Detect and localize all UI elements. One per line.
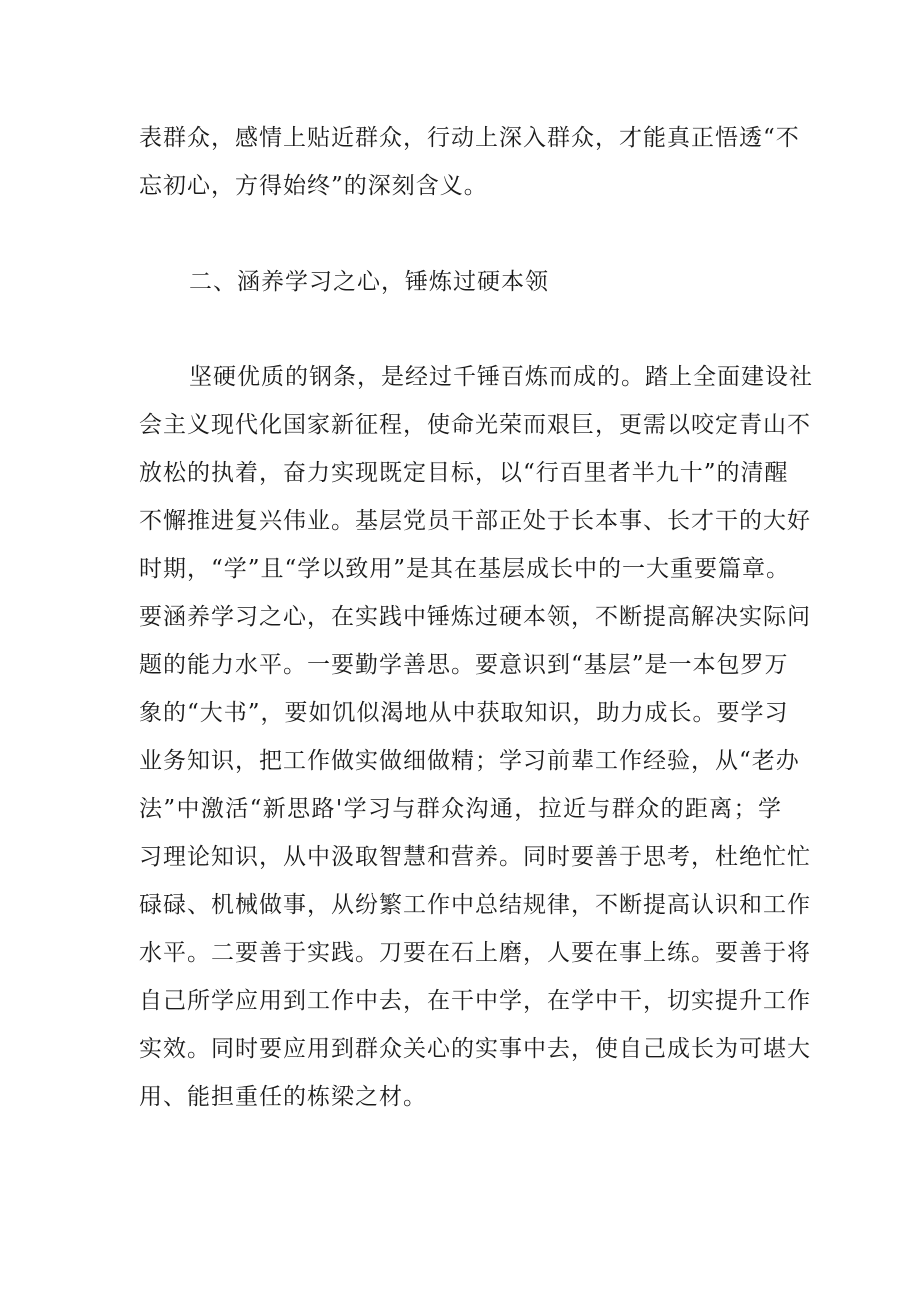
paragraph-2: [139, 353, 813, 1121]
paragraph-line: 自己所学应用到工作中去，在干中学，在学中干，切实提升工作: [139, 988, 811, 1014]
paragraph-line: 碌碌、机械做事，从纷繁工作中总结规律，不断提高认识和工作: [139, 892, 811, 918]
paragraph-line: 表群众，感情上贴近群众，行动上深入群众，才能真正悟透“不: [139, 125, 800, 151]
paragraph-line: 题的能力水平。一要勤学善思。要意识到“基层”是一本包罗万: [139, 652, 789, 678]
paragraph-line: 用、能担重任的栋梁之材。: [139, 1084, 427, 1110]
paragraph-line: 习理论知识，从中汲取智慧和营养。同时要善于思考，杜绝忙忙: [139, 844, 811, 870]
paragraph-line: 放松的执着，奋力实现既定目标，以“行百里者半九十”的清醒: [139, 460, 789, 486]
paragraph-line: 业务知识，把工作做实做细做精；学习前辈工作经验，从“老办: [139, 748, 800, 774]
paragraph-line: 坚硬优质的钢条，是经过千锤百炼而成的。踏上全面建设社: [189, 364, 813, 390]
paragraph-line: 实效。同时要应用到群众关心的实事中去，使自己成长为可堪大: [139, 1036, 811, 1062]
paragraph-line: 法”中激活“新思路'学习与群众沟通，拉近与群众的距离；学: [139, 796, 782, 822]
paragraph-line: 时期，“学”且“学以致用”是其在基层成长中的一大重要篇章。: [139, 556, 791, 582]
paragraph-line: 不懈推进复兴伟业。基层党员干部正处于长本事、长才干的大好: [139, 508, 811, 534]
section-heading-text: 二、涵养学习之心，锤炼过硬本领: [189, 269, 549, 295]
paragraph-line: 会主义现代化国家新征程，使命光荣而艰巨，更需以咬定青山不: [139, 412, 811, 438]
paragraph-1: [139, 114, 800, 210]
section-heading: [139, 258, 782, 306]
spacer: [139, 306, 782, 353]
paragraph-line: 水平。二要善于实践。刀要在石上磨，人要在事上练。要善于将: [139, 940, 811, 966]
paragraph-line: 象的“大书”，要如饥似渴地从中获取知识，助力成长。要学习: [139, 700, 789, 726]
spacer: [139, 210, 782, 258]
paragraph-line: 忘初心，方得始终”的深刻含义。: [139, 173, 488, 199]
paragraph-line: 要涵养学习之心，在实践中锤炼过硬本领，不断提高解决实际问: [139, 604, 811, 630]
document-body: [139, 114, 813, 1121]
